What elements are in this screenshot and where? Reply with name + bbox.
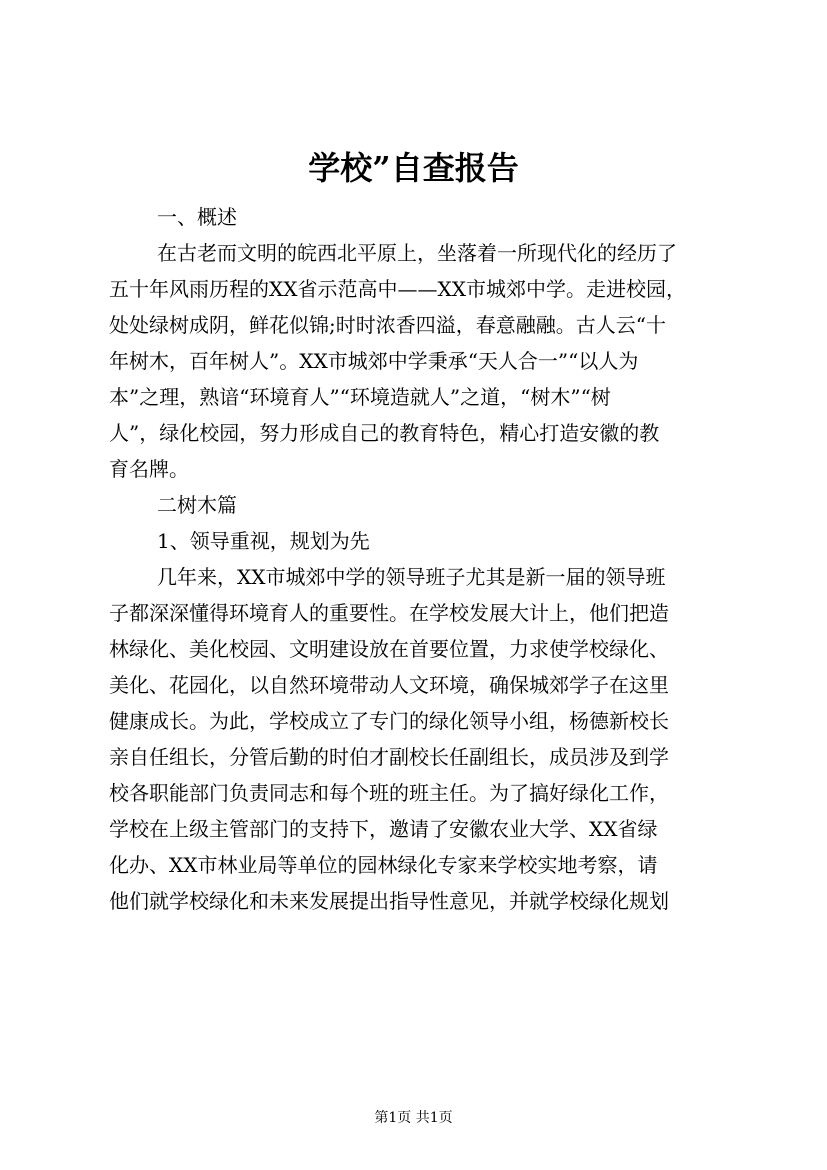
paragraph-line: 年树木，百年树人”。XX市城郊中学秉承“天人合一”“以人为 bbox=[109, 349, 639, 373]
paragraph-line: 美化、花园化，以自然环境带动人文环境，确保城郊学子在这里 bbox=[109, 673, 669, 697]
page-title: 学校”自查报告 bbox=[308, 149, 519, 187]
paragraph-line: 学校在上级主管部门的支持下，邀请了安徽农业大学、XX省绿 bbox=[109, 817, 658, 841]
paragraph-line: 几年来，XX市城郊中学的领导班子尤其是新一届的领导班 bbox=[157, 565, 666, 589]
paragraph-line: 育名牌。 bbox=[109, 457, 189, 481]
paragraph-line: 化办、XX市林业局等单位的园林绿化专家来学校实地考察，请 bbox=[109, 853, 658, 877]
paragraph-line: 处处绿树成阴，鲜花似锦;时时浓香四溢，春意融融。古人云“十 bbox=[109, 313, 666, 337]
document-body bbox=[109, 199, 738, 919]
section-heading-trees: 二树木篇 bbox=[157, 493, 237, 517]
subsection-heading-leadership: 1、领导重视，规划为先 bbox=[157, 529, 370, 553]
paragraph-line: 五十年风雨历程的XX省示范高中——XX市城郊中学。走进校园， bbox=[109, 277, 686, 301]
paragraph-line: 校各职能部门负责同志和每个班的班主任。为了搞好绿化工作， bbox=[109, 781, 669, 805]
paragraph-line: 在古老而文明的皖西北平原上，坐落着一所现代化的经历了 bbox=[157, 241, 677, 265]
paragraph-line: 本”之理，熟谙“环境育人”“环境造就人”之道，“树木”“树 bbox=[109, 385, 611, 409]
paragraph-line: 他们就学校绿化和未来发展提出指导性意见，并就学校绿化规划 bbox=[109, 889, 669, 913]
paragraph-line: 亲自任组长，分管后勤的时伯才副校长任副组长，成员涉及到学 bbox=[109, 745, 669, 769]
page-footer: 第1页 共1页 bbox=[374, 1110, 453, 1126]
paragraph-line: 子都深深懂得环境育人的重要性。在学校发展大计上，他们把造 bbox=[109, 601, 669, 625]
paragraph-line: 健康成长。为此，学校成立了专门的绿化领导小组，杨德新校长 bbox=[109, 709, 669, 733]
paragraph-line: 林绿化、美化校园、文明建设放在首要位置，力求使学校绿化、 bbox=[109, 637, 669, 661]
paragraph-line: 人”，绿化校园，努力形成自己的教育特色，精心打造安徽的教 bbox=[109, 421, 660, 445]
section-heading-overview: 一、概述 bbox=[157, 205, 237, 229]
